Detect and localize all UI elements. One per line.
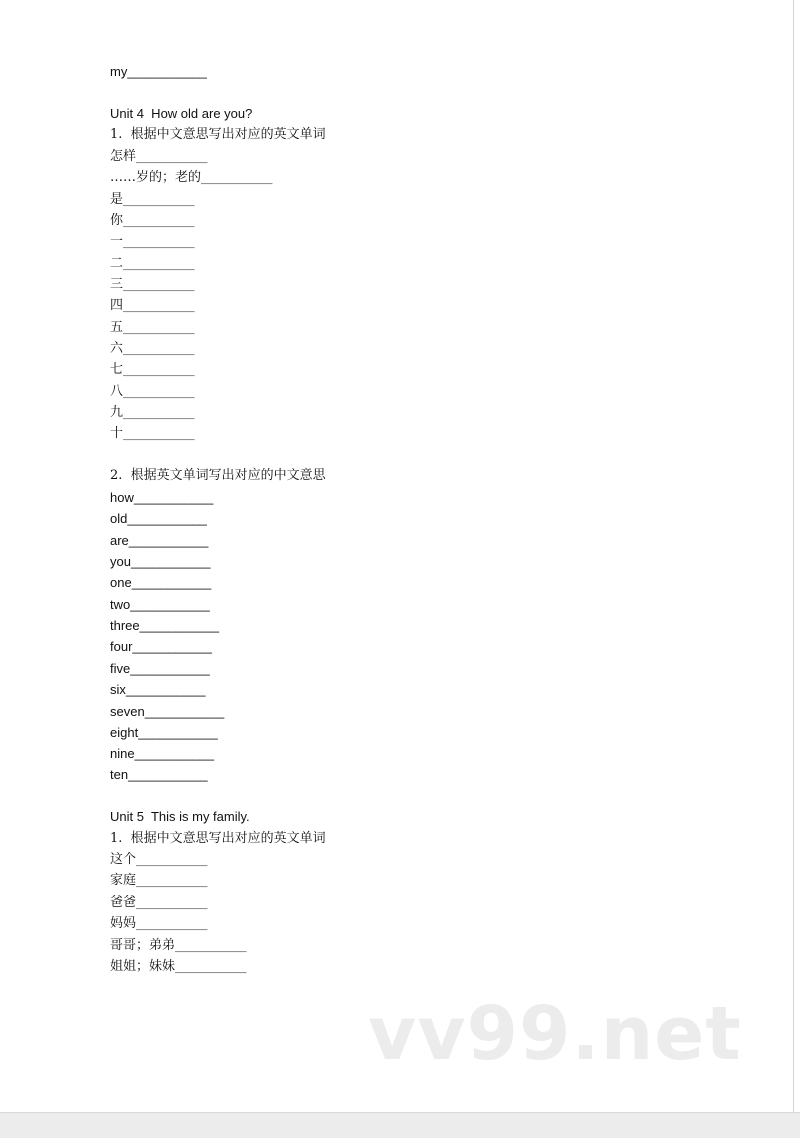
unit-4-heading: Unit 4 How old are you? [110, 106, 253, 121]
vocab-line: 十___________ [110, 426, 195, 441]
vocab-line: eight___________ [110, 725, 218, 740]
vocab-line: four___________ [110, 639, 212, 654]
vocab-line: 是___________ [110, 192, 195, 207]
vocab-line: five___________ [110, 661, 210, 676]
vocab-line: how___________ [110, 490, 214, 505]
unit-5-heading: Unit 5 This is my family. [110, 809, 250, 824]
watermark-text: vv99.net [368, 991, 742, 1077]
vocab-line: 一___________ [110, 234, 195, 249]
vocab-line: 怎样___________ [110, 149, 208, 164]
vocab-line: 七___________ [110, 362, 195, 377]
unit-5-instruction-1: 1. 根据中文意思写出对应的英文单词 [110, 831, 326, 846]
vocab-line: ……岁的；老的___________ [110, 170, 273, 185]
page-edge [793, 0, 794, 1112]
viewer-bottom-bar [0, 1112, 800, 1138]
vocab-line: 你___________ [110, 213, 195, 228]
unit-4-instruction-2: 2. 根据英文单词写出对应的中文意思 [110, 468, 326, 483]
vocab-line: one___________ [110, 575, 212, 590]
vocab-line: 这个___________ [110, 852, 208, 867]
vocab-line: old___________ [110, 511, 207, 526]
vocab-line: 妈妈___________ [110, 916, 208, 931]
vocab-line: 家庭___________ [110, 873, 208, 888]
vocab-line: 四___________ [110, 298, 195, 313]
vocab-line: 爸爸___________ [110, 895, 208, 910]
vocab-line: ten___________ [110, 767, 208, 782]
vocab-line: are___________ [110, 533, 209, 548]
unit-4-instruction-1: 1. 根据中文意思写出对应的英文单词 [110, 127, 326, 142]
vocab-line: 六___________ [110, 341, 195, 356]
vocab-line: seven___________ [110, 704, 225, 719]
vocab-line: six___________ [110, 682, 206, 697]
vocab-line: nine___________ [110, 746, 215, 761]
vocab-line: 二___________ [110, 256, 195, 271]
vocab-line: you___________ [110, 554, 211, 569]
vocab-line: 九___________ [110, 405, 195, 420]
vocab-line: three___________ [110, 618, 220, 633]
vocab-line: 八___________ [110, 384, 195, 399]
vocab-line: two___________ [110, 597, 210, 612]
vocab-line: 五___________ [110, 320, 195, 335]
vocab-line: 哥哥；弟弟___________ [110, 938, 247, 953]
vocab-line-my: my___________ [110, 64, 207, 79]
vocab-line: 姐姐；妹妹___________ [110, 959, 247, 974]
vocab-line: 三___________ [110, 277, 195, 292]
